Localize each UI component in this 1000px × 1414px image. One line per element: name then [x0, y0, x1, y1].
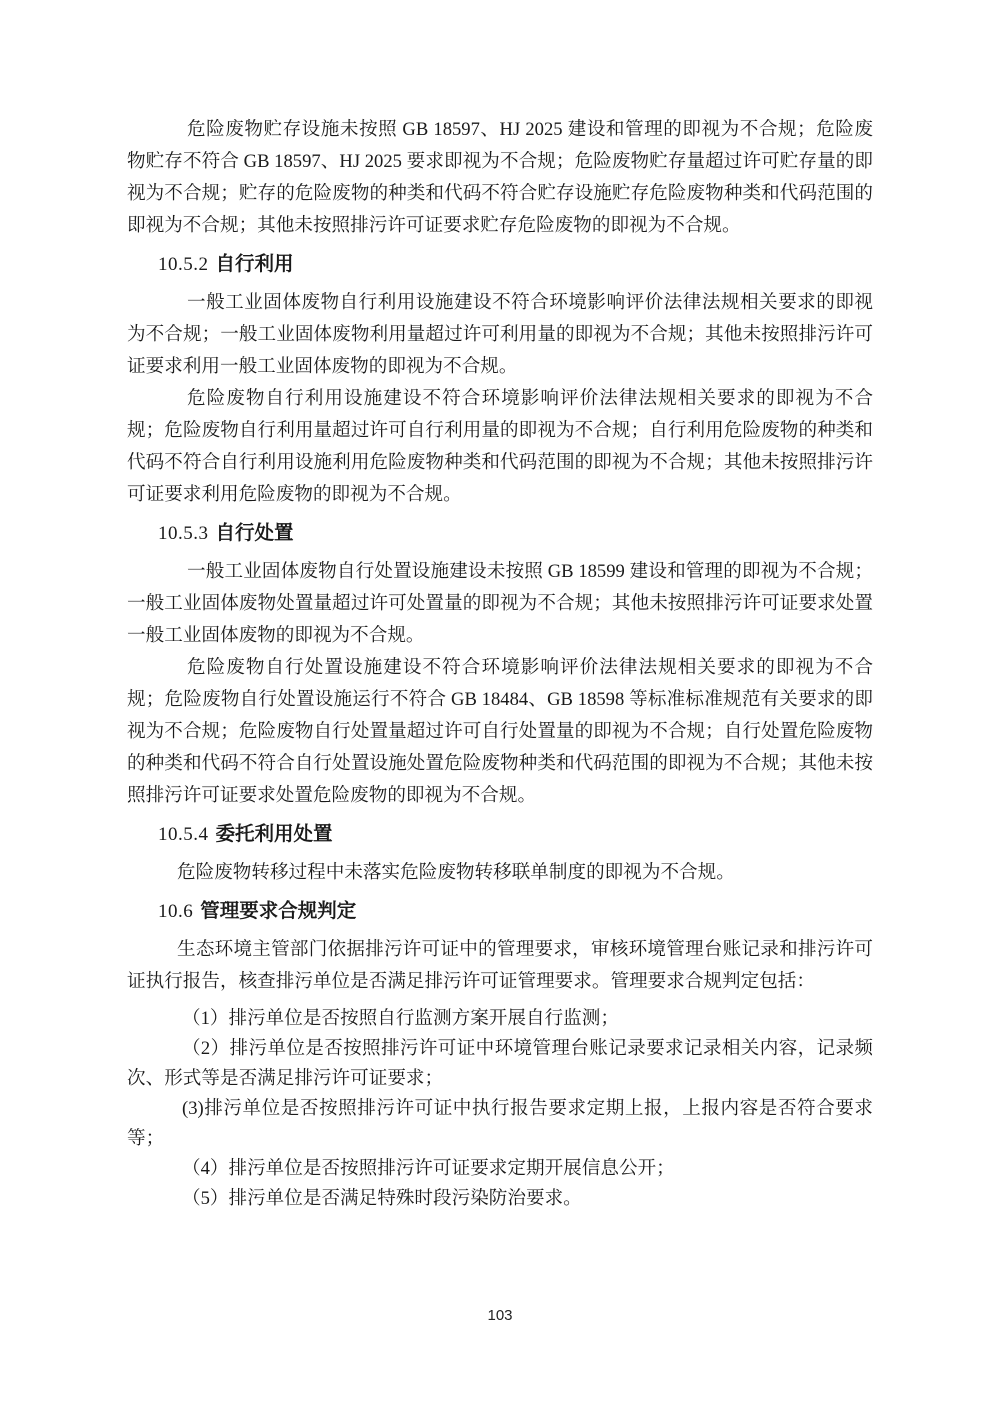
compliance-item-list: [127, 1004, 873, 1214]
paragraph-hazwaste-self-use: 危险废物自行利用设施建设不符合环境影响评价法律法规相关要求的即视为不合规；危险废物自行利用量超过许可自行利用量的即视为不合规；自行利用危险废物的种类和代码不符合自行利用设施利用危险废物种类和代码范围的即视为不合规；其他未按照排污许可证要求利用危险废物的即视为不合规。: [127, 388, 873, 505]
list-item-5: （5）排污单位是否满足特殊时段污染防治要求。: [182, 1188, 582, 1209]
section-heading-10-5-2: [158, 248, 873, 281]
section-title: 管理要求合规判定: [200, 900, 357, 922]
section-title: 自行利用: [215, 253, 294, 275]
section-number: 10.5.3: [158, 523, 209, 544]
section-number: 10.6: [158, 901, 194, 922]
list-item-4: （4）排污单位是否按照排污许可证要求定期开展信息公开；: [182, 1158, 675, 1179]
page-number: 103: [487, 1307, 513, 1324]
list-item-3: (3)排污单位是否按照排污许可证中执行报告要求定期上报，上报内容是否符合要求等；: [127, 1098, 873, 1149]
paragraph-transfer-manifest: 危险废物转移过程中未落实危险废物转移联单制度的即视为不合规。: [177, 862, 735, 883]
list-item-1: （1）排污单位是否按照自行监测方案开展自行监测；: [182, 1008, 619, 1029]
section-title: 自行处置: [215, 522, 294, 544]
section-title: 委托利用处置: [215, 823, 333, 845]
paragraph-hazwaste-storage: 危险废物贮存设施未按照 GB 18597、HJ 2025 建设和管理的即视为不合规；危险废物贮存不符合 GB 18597、HJ 2025 要求即视为不合规；危险废物贮存量超过许可贮存量的即视为不合规；贮存的危险废物的种类和代码不符合贮存设施贮存危险废物种类和代码范围的即视为不合规；其他未按照排污许可证要求贮存危险废物的即视为不合规。: [127, 119, 873, 236]
paragraph-general-solid-waste-disposal: 一般工业固体废物自行处置设施建设未按照 GB 18599 建设和管理的即视为不合规；一般工业固体废物处置量超过许可处置量的即视为不合规；其他未按照排污许可证要求处置一般工业固体废物的即视为不合规。: [127, 561, 873, 646]
section-heading-10-5-4: [158, 818, 873, 851]
section-heading-10-5-3: [158, 517, 873, 550]
page-content: [127, 114, 873, 1214]
section-number: 10.5.2: [158, 254, 209, 275]
paragraph-general-solid-waste-self-use: 一般工业固体废物自行利用设施建设不符合环境影响评价法律法规相关要求的即视为不合规；一般工业固体废物利用量超过许可利用量的即视为不合规；其他未按照排污许可证要求利用一般工业固体废物的即视为不合规。: [127, 292, 873, 377]
list-item-2: （2）排污单位是否按照排污许可证中环境管理台账记录要求记录相关内容，记录频次、形式等是否满足排污许可证要求；: [127, 1038, 873, 1089]
paragraph-hazwaste-disposal: 危险废物自行处置设施建设不符合环境影响评价法律法规相关要求的即视为不合规；危险废物自行处置设施运行不符合 GB 18484、GB 18598 等标准标准规范有关要求的即视为不合规；危险废物自行处置量超过许可自行处置量的即视为不合规；自行处置危险废物的种类和代码不符合自行处置设施处置危险废物种类和代码范围的即视为不合规；其他未按照排污许可证要求处置危险废物的即视为不合规。: [127, 657, 873, 806]
section-heading-10-6: [158, 895, 873, 928]
paragraph-management-requirements-intro: 生态环境主管部门依据排污许可证中的管理要求，审核环境管理台账记录和排污许可证执行报告，核查排污单位是否满足排污许可证管理要求。管理要求合规判定包括：: [127, 939, 873, 992]
section-number: 10.5.4: [158, 824, 209, 845]
